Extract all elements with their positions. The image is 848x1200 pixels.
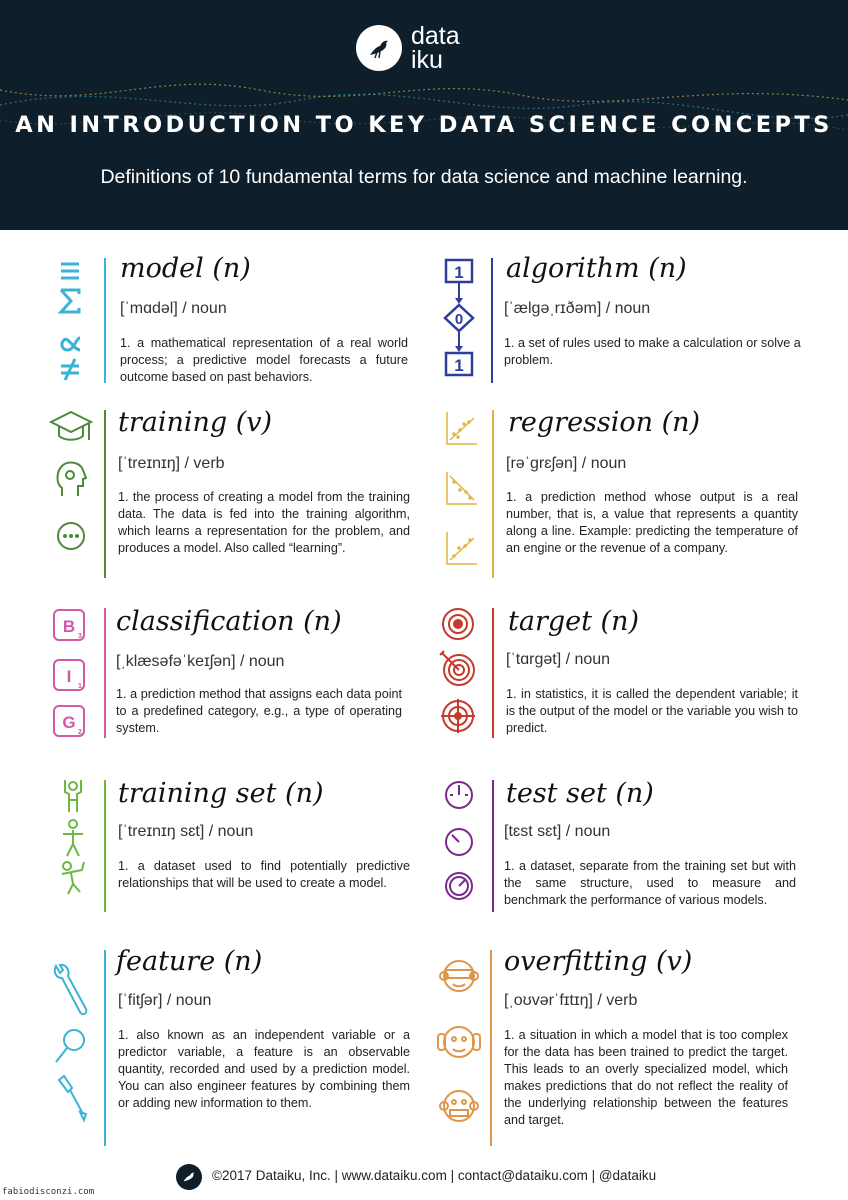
target-arrow-icon <box>440 651 474 685</box>
term-overfitting-phonetic: [ˌoʊvərˈfɪtɪŋ] / verb <box>504 992 638 1009</box>
algorithm-divider <box>491 258 493 383</box>
svg-text:1: 1 <box>78 683 82 690</box>
sigma-icon <box>61 290 79 312</box>
svg-text:1: 1 <box>454 356 464 375</box>
term-overfitting-word: overfitting (v) <box>504 946 693 977</box>
equals-icon <box>61 264 79 278</box>
magnifier-icon <box>56 1030 84 1062</box>
head-gear-icon <box>58 463 87 496</box>
svg-text:B: B <box>62 617 76 636</box>
scatter-plot-icon <box>447 412 477 444</box>
training-divider <box>104 410 106 578</box>
regression-divider <box>492 410 494 578</box>
term-test-set-phonetic: [tɛst sɛt] / noun <box>504 823 611 840</box>
term-target-definition: 1. in statistics, it is called the dependent variable; it is the output of the model or the variable you wish to predict. <box>506 687 798 735</box>
ellipsis-icon <box>58 523 84 549</box>
term-regression-word: regression (n) <box>508 407 701 438</box>
not-equal-icon <box>61 359 79 380</box>
gauge-low-icon <box>446 782 472 808</box>
svg-text:G: G <box>62 713 76 732</box>
svg-text:1: 1 <box>454 263 464 282</box>
regression-icons <box>444 410 478 574</box>
test-set-icons <box>442 778 476 904</box>
term-training-set-definition: 1. a dataset used to find potentially predictive relationships that will be used to create a model. <box>118 859 410 890</box>
feature-divider <box>104 950 106 1146</box>
term-training-set-phonetic: [ˈtreɪnɪŋ sɛt] / noun <box>118 823 254 840</box>
classification-divider <box>104 608 106 738</box>
term-regression-phonetic: [rəˈgrɛʃən] / noun <box>506 455 627 472</box>
gauge-mid-icon <box>446 829 472 855</box>
feature-icons <box>50 962 90 1132</box>
proportional-icon <box>62 338 80 350</box>
monkey-see-no-evil-icon <box>440 961 478 991</box>
term-training-set-word: training set (n) <box>118 778 324 809</box>
person-stretching-icon <box>62 862 84 894</box>
logo-wordmark <box>411 24 460 72</box>
svg-text:3: 3 <box>78 633 82 640</box>
person-arms-up-icon <box>65 780 81 812</box>
target-icon <box>443 609 473 639</box>
term-training-definition: 1. the process of creating a model from the training data. The data is fed into the training algorithm, which learns a representation for the problem, and produces a model. Also called “learning”. <box>118 490 410 555</box>
classification-icons <box>52 608 92 744</box>
header-banner <box>0 0 848 230</box>
training-set-icons <box>56 778 92 900</box>
model-divider <box>104 258 106 383</box>
graduation-cap-icon <box>51 412 91 440</box>
term-model-definition: 1. a mathematical representation of a real world process; a predictive model forecasts a future outcome based on past behaviors. <box>120 336 408 384</box>
training-set-divider <box>104 780 106 912</box>
logo-line1: data <box>411 22 460 50</box>
term-model-word: model (n) <box>120 253 251 284</box>
gauge-high-icon <box>446 873 472 899</box>
svg-text:I: I <box>66 667 72 686</box>
letter-tile-b-icon <box>54 610 84 640</box>
term-model-phonetic: [ˈmɑdəl] / noun <box>120 300 227 317</box>
scatter-plot-up-icon <box>447 532 477 564</box>
footer <box>0 1162 848 1192</box>
screwdriver-icon <box>59 1076 86 1120</box>
term-training-word: training (v) <box>118 407 273 438</box>
term-feature-word: feature (n) <box>116 946 263 977</box>
footer-bird-icon <box>176 1164 202 1190</box>
term-test-set-word: test set (n) <box>506 778 654 809</box>
scatter-plot-down-icon <box>447 472 477 504</box>
test-set-divider <box>492 780 494 912</box>
monkey-hear-no-evil-icon <box>438 1027 480 1057</box>
dataiku-logo <box>356 20 460 76</box>
term-overfitting-definition: 1. a situation in which a model that is too complex for the data has been trained to predict the target. This leads to an overly specialized model, which makes predictions that do not reflect the reality of the underlying relationship between the features and target. <box>504 1028 788 1127</box>
crosshair-icon <box>441 699 475 733</box>
page-title: AN INTRODUCTION TO KEY DATA SCIENCE CONCEPTS <box>15 112 833 138</box>
target-divider <box>492 608 494 738</box>
page-subtitle: Definitions of 10 fundamental terms for data science and machine learning. <box>100 166 748 188</box>
letter-tile-i-icon <box>54 660 84 690</box>
term-feature-definition: 1. also known as an independent variable or a predictor variable, a feature is an observable quantity, recorded and used by a prediction model. You can also engineer features by combining them or adding new information to them. <box>118 1028 410 1110</box>
term-target-word: target (n) <box>508 606 640 637</box>
term-algorithm-phonetic: [ˈælgəˌrɪðəm] / noun <box>504 300 651 317</box>
term-training-phonetic: [ˈtreɪnɪŋ] / verb <box>118 455 225 472</box>
algorithm-icons <box>442 258 478 386</box>
overfitting-divider <box>490 950 492 1146</box>
logo-line2: iku <box>411 46 443 74</box>
term-classification-word: classification (n) <box>116 606 342 637</box>
term-classification-definition: 1. a prediction method that assigns each data point to a predefined category, e.g., a type of operating system. <box>116 687 402 735</box>
term-target-phonetic: [ˈtɑrgət] / noun <box>506 651 611 668</box>
term-classification-phonetic: [ˌklæsəfəˈkeɪʃən] / noun <box>116 653 285 670</box>
overfitting-icons <box>436 956 482 1140</box>
watermark: fabiodisconzi.com <box>2 1187 95 1197</box>
term-test-set-definition: 1. a dataset, separate from the training set but with the same structure, used to measure and benchmark the performance of various models. <box>504 859 796 907</box>
person-standing-icon <box>63 820 83 856</box>
term-feature-phonetic: [ˈfitʃər] / noun <box>118 992 212 1009</box>
wrench-icon <box>55 965 87 1014</box>
target-icons <box>438 606 480 744</box>
letter-tile-g-icon <box>54 706 84 736</box>
svg-text:2: 2 <box>78 729 82 736</box>
flowchart-icon <box>442 258 478 382</box>
model-icons <box>50 258 90 392</box>
svg-text:0: 0 <box>454 311 464 328</box>
footer-contact-text: ©2017 Dataiku, Inc. | www.dataiku.com | contact@dataiku.com | @dataiku <box>212 1168 657 1183</box>
term-regression-definition: 1. a prediction method whose output is a real number, that is, a value that represents a quantity along a line. Example: predicting the temperature of an engine or the revenue of a company. <box>506 490 798 555</box>
training-icons <box>48 408 94 562</box>
term-algorithm-definition: 1. a set of rules used to make a calculation or solve a problem. <box>504 336 801 367</box>
term-algorithm-word: algorithm (n) <box>506 253 687 284</box>
bird-icon <box>356 25 402 71</box>
monkey-speak-no-evil-icon <box>440 1091 478 1121</box>
